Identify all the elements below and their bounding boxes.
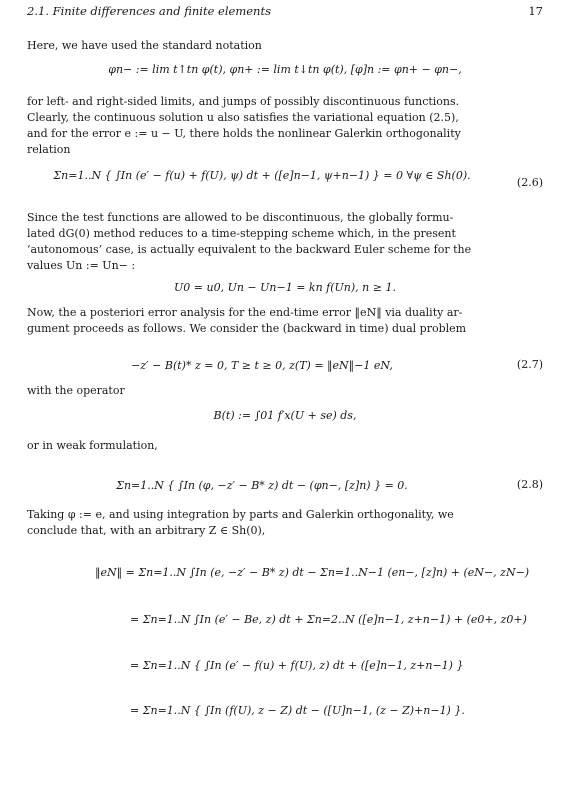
text-line: lated dG(0) method reduces to a time-stepping scheme which, in the present bbox=[27, 227, 456, 240]
text-line: and for the error e := u − U, there holds the nonlinear Galerkin orthogonality bbox=[27, 127, 461, 140]
equation-error-line-1: ‖eN‖ = Σn=1..N ∫In (e, −z′ − B* z) dt − Σn=1..N−1 (en−, [z]n) + (eN−, zN−) bbox=[95, 566, 530, 579]
text-line: relation bbox=[27, 143, 71, 156]
paragraph-taking-phi bbox=[27, 507, 543, 539]
equation-operator-B: B(t) := ∫01 f′x(U + se) ds, bbox=[213, 409, 357, 422]
equation-error-line-3: = Σn=1..N { ∫In (e′ − f(u) + f(U), z) dt + ([e]n−1, z+n−1) } bbox=[130, 659, 464, 672]
equation-limits-notation: φn− := lim t↑tn φ(t), φn+ := lim t↓tn φ(t), [φ]n := φn+ − φn−, bbox=[108, 63, 462, 76]
text-line: conclude that, with an arbitrary Z ∈ Sh(0), bbox=[27, 524, 266, 537]
paragraph-notation-intro: Here, we have used the standard notation bbox=[27, 39, 262, 52]
text-line: Clearly, the continuous solution u also satisfies the variational equation (2.5), bbox=[27, 111, 459, 124]
equation-2-7: −z′ − B(t)* z = 0, T ≥ t ≥ 0, z(T) = ‖eN‖−1 eN, bbox=[131, 359, 393, 372]
page-number: 17 bbox=[528, 4, 543, 18]
text-line: Since the test functions are allowed to be discontinuous, the globally formu- bbox=[27, 211, 454, 224]
equation-error-line-2: = Σn=1..N ∫In (e′ − Be, z) dt + Σn=2..N ([e]n−1, z+n−1) + (e0+, z0+) bbox=[130, 613, 527, 626]
equation-2-8: Σn=1..N { ∫In (φ, −z′ − B* z) dt − (φn−, [z]n) } = 0. bbox=[116, 479, 408, 492]
paragraph-operator: with the operator bbox=[27, 384, 125, 397]
text-line: values Un := Un− : bbox=[27, 259, 136, 272]
equation-number-2-6: (2.6) bbox=[516, 176, 543, 189]
section-title: 2.1. Finite differences and finite elements bbox=[27, 4, 271, 18]
equation-number-2-8: (2.8) bbox=[516, 478, 543, 491]
equation-number-2-7: (2.7) bbox=[516, 358, 543, 371]
paragraph-a-posteriori bbox=[27, 305, 543, 337]
text-line: for left- and right-sided limits, and jumps of possibly discontinuous functions. bbox=[27, 95, 460, 108]
text-line: ‘autonomous’ case, is actually equivalent to the backward Euler scheme for the bbox=[27, 243, 472, 256]
paragraph-test-functions bbox=[27, 210, 543, 274]
text-line: gument proceeds as follows. We consider the (backward in time) dual problem bbox=[27, 322, 467, 335]
text-line: Now, the a posteriori error analysis for the end-time error ‖eN‖ via duality ar- bbox=[27, 306, 463, 319]
equation-error-line-4: = Σn=1..N { ∫In (f(U), z − Z) dt − ([U]n−1, (z − Z)+n−1) }. bbox=[130, 704, 465, 717]
paragraph-limits bbox=[27, 94, 543, 158]
paragraph-weak-form: or in weak formulation, bbox=[27, 439, 158, 452]
equation-2-6: Σn=1..N { ∫In (e′ − f(u) + f(U), ψ) dt + ([e]n−1, ψ+n−1) } = 0 ∀ψ ∈ Sh(0). bbox=[53, 169, 471, 182]
running-header bbox=[27, 4, 543, 20]
equation-backward-euler: U0 = u0, Un − Un−1 = kn f(Un), n ≥ 1. bbox=[174, 281, 396, 294]
text-line: Taking φ := e, and using integration by parts and Galerkin orthogonality, we bbox=[27, 508, 454, 521]
